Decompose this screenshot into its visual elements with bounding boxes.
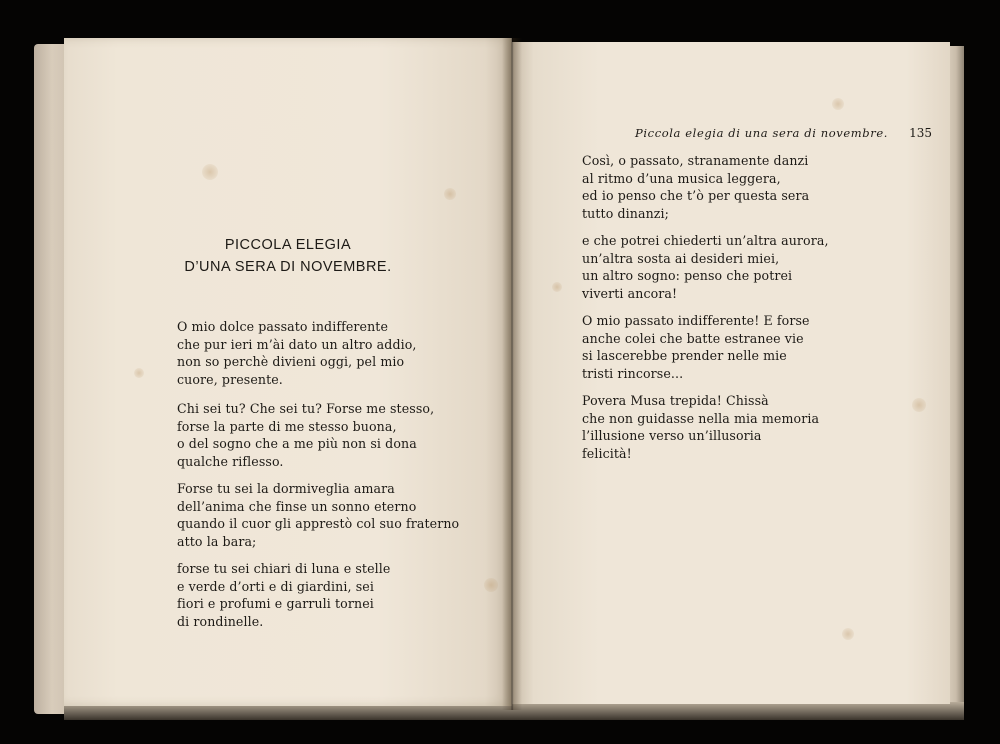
stanza-7	[582, 312, 810, 382]
verse-line: ed io penso che t’ò per questa sera	[582, 188, 810, 204]
verse-line: che pur ieri m’ài dato un altro addio,	[177, 336, 417, 352]
verse-line: tristi rincorse...	[582, 365, 684, 381]
verse-line: O mio passato indifferente! E forse	[582, 313, 810, 328]
verse-line: e verde d’orti e di giardini, sei	[177, 578, 374, 594]
verse-line: fiori e profumi e garruli tornei	[177, 596, 374, 612]
verse-line: dell’anima che finse un sonno eterno	[177, 498, 417, 514]
stanza-2	[177, 400, 434, 470]
verse-line: qualche riflesso.	[177, 453, 284, 469]
verse-line: un altro sogno: penso che potrei	[582, 268, 793, 284]
title-line: PICCOLA ELEGIA	[224, 237, 352, 253]
verse-line: forse la parte di me stesso buona,	[177, 418, 397, 434]
title-line: D’UNA SERA DI NOVEMBRE.	[184, 259, 392, 275]
stanza-6	[582, 232, 829, 302]
verse-line: e che potrei chiederti un’altra aurora,	[582, 233, 829, 248]
verse-line: Chi sei tu? Che sei tu? Forse me stesso,	[177, 401, 435, 416]
verse-line: che non guidasse nella mia memoria	[582, 410, 820, 426]
verse-line: Così, o passato, stranamente danzi	[582, 153, 809, 168]
verse-line: non so perchè divieni oggi, pel mio	[177, 354, 405, 370]
stanza-8	[582, 392, 819, 462]
verse-line: O mio dolce passato indifferente	[177, 319, 389, 334]
stanza-1	[177, 318, 417, 388]
poem-title	[64, 234, 512, 278]
foxing-spot	[134, 368, 144, 378]
verse-line: di rondinelle.	[177, 613, 264, 629]
verse-line: si lascerebbe prender nelle mie	[582, 348, 787, 364]
verse-line: atto la bara;	[177, 533, 257, 549]
foxing-spot	[842, 628, 854, 640]
verse-line: tutto dinanzi;	[582, 205, 670, 221]
running-head: Piccola elegia di una sera di novembre.	[635, 126, 888, 140]
verse-line: un’altra sosta ai desideri miei,	[582, 250, 780, 266]
verse-line: Forse tu sei la dormiveglia amara	[177, 481, 395, 496]
verse-line: viverti ancora!	[582, 285, 678, 301]
verse-line: Povera Musa trepida! Chissà	[582, 393, 769, 408]
foxing-spot	[202, 164, 218, 180]
foxing-spot	[444, 188, 456, 200]
foxing-spot	[552, 282, 562, 292]
verse-line: felicità!	[582, 445, 632, 461]
foxing-spot	[832, 98, 844, 110]
verse-line: cuore, presente.	[177, 371, 283, 387]
stanza-5	[582, 152, 809, 222]
foxing-spot	[484, 578, 498, 592]
verse-line: quando il cuor gli apprestò col suo fraterno	[177, 516, 460, 532]
book-spine	[502, 38, 522, 710]
page-number: 135	[909, 126, 932, 140]
verse-line: anche colei che batte estranee vie	[582, 330, 804, 346]
verse-line: l’illusione verso un’illusoria	[582, 428, 762, 444]
right-page	[512, 42, 950, 704]
left-page	[64, 38, 512, 706]
foxing-spot	[912, 398, 926, 412]
verse-line: o del sogno che a me più non si dona	[177, 436, 417, 452]
verse-line: forse tu sei chiari di luna e stelle	[177, 561, 391, 576]
verse-line: al ritmo d’una musica leggera,	[582, 170, 781, 186]
stanza-3	[177, 480, 459, 550]
stanza-4	[177, 560, 390, 630]
open-book	[34, 38, 964, 720]
